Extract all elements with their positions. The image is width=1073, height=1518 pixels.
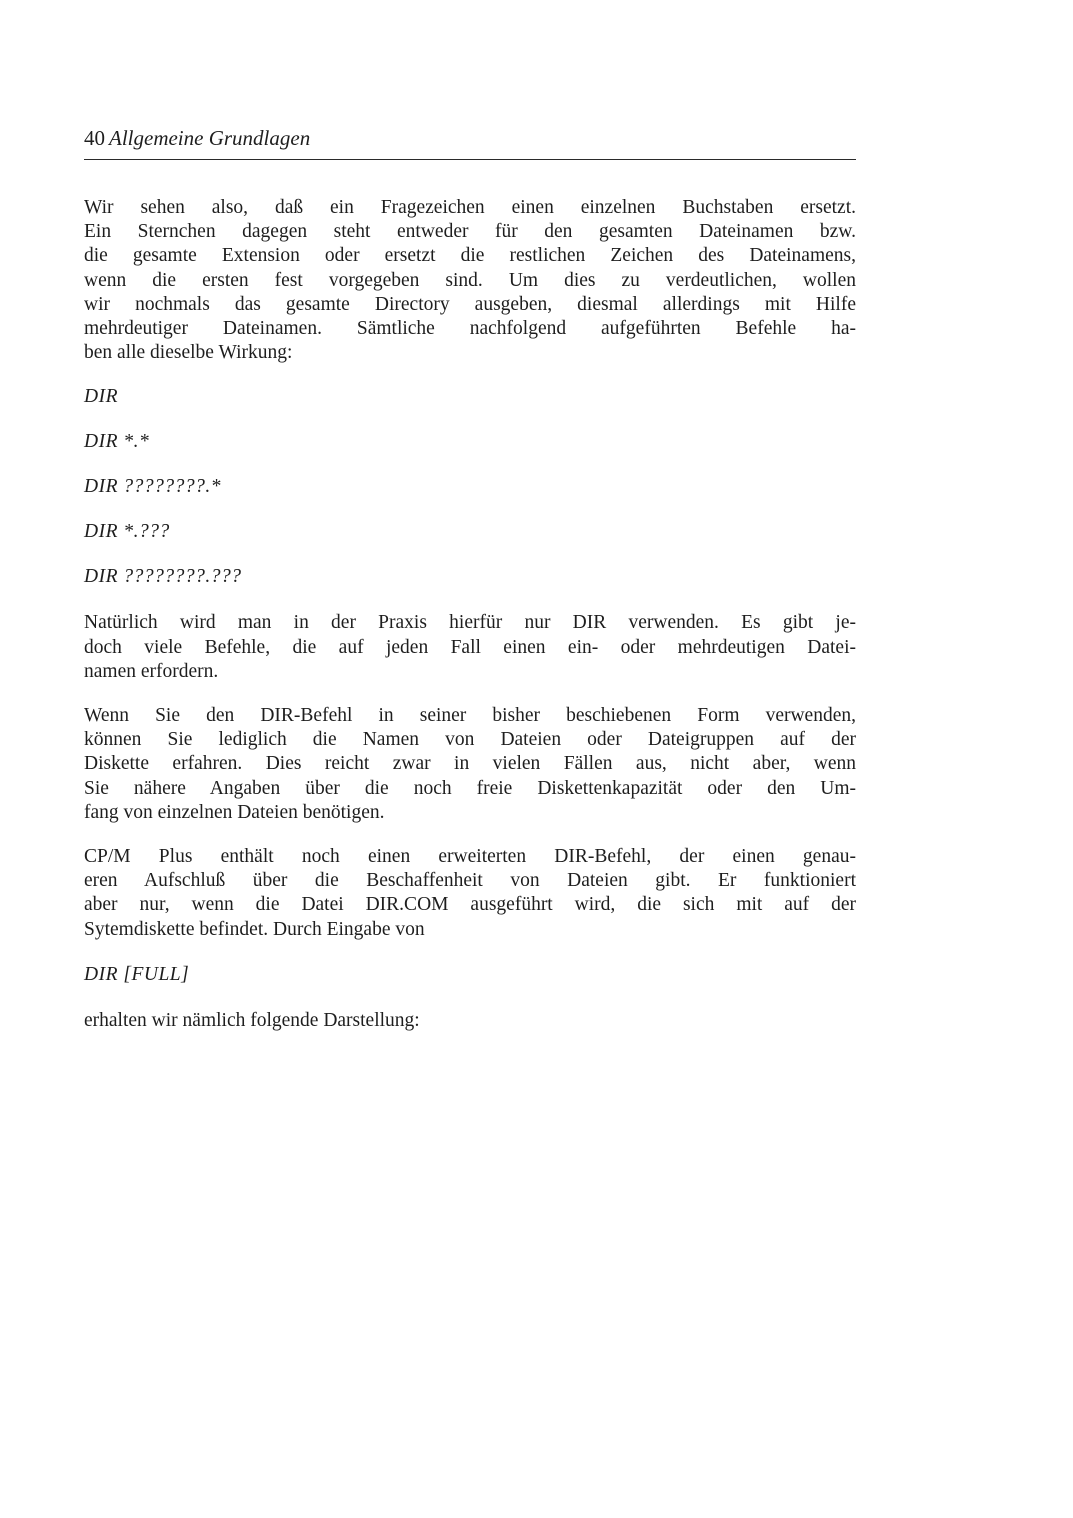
paragraph-cpm-plus — [84, 845, 856, 942]
text-line: namen erfordern. — [84, 660, 219, 682]
running-head — [84, 124, 856, 152]
command-example-full: DIR [FULL] — [84, 963, 190, 985]
command-example: DIR *.??? — [84, 521, 170, 543]
command-example: DIR *.* — [84, 431, 150, 453]
text-line: Sie nähere Angaben über die noch freie Diskettenkapazität oder den Um- — [84, 777, 856, 799]
page-number: 40 — [84, 126, 105, 150]
text-line: eren Aufschluß über die Beschaffenheit von Dateien gibt. Er funktioniert — [84, 870, 856, 892]
book-page — [84, 124, 856, 1033]
command-example: DIR — [84, 386, 118, 408]
paragraph-dir-limits — [84, 704, 856, 825]
command-example: DIR ????????.* — [84, 476, 221, 498]
text-line: Wenn Sie den DIR-Befehl in seiner bisher beschiebenen Form verwenden, — [84, 705, 856, 727]
header-rule — [84, 159, 856, 160]
text-line: Wir sehen also, daß ein Fragezeichen einen einzelnen Buchstaben ersetzt. — [84, 197, 856, 218]
text-line: Diskette erfahren. Dies reicht zwar in vielen Fällen aus, nicht aber, wenn — [84, 753, 856, 775]
text-line: CP/M Plus enthält noch einen erweiterten DIR-Befehl, der einen genau- — [84, 846, 856, 868]
text-line: wenn die ersten fest vorgegeben sind. Um dies zu verdeutlichen, wollen — [84, 269, 856, 291]
paragraph-result — [84, 1009, 856, 1033]
text-line: wir nochmals das gesamte Directory ausgeben, diesmal allerdings mit Hilfe — [84, 293, 856, 315]
text-line: Natürlich wird man in der Praxis hierfür nur DIR verwenden. Es gibt je- — [84, 612, 856, 634]
text-line: aber nur, wenn die Datei DIR.COM ausgeführt wird, die sich mit auf der — [84, 894, 856, 916]
text-line: Sytemdiskette befindet. Durch Eingabe von — [84, 918, 425, 940]
chapter-title: Allgemeine Grundlagen — [109, 126, 311, 150]
text-line: erhalten wir nämlich folgende Darstellung: — [84, 1009, 420, 1031]
text-line: doch viele Befehle, die auf jeden Fall einen ein- oder mehrdeutigen Datei- — [84, 636, 856, 658]
text-line: ben alle dieselbe Wirkung: — [84, 342, 293, 364]
text-line: können Sie lediglich die Namen von Dateien oder Dateigruppen auf der — [84, 729, 856, 751]
text-line: Ein Sternchen dagegen steht entweder für den gesamten Dateinamen bzw. — [84, 221, 856, 243]
command-example: DIR ????????.??? — [84, 566, 242, 588]
text-line: die gesamte Extension oder ersetzt die restlichen Zeichen des Dateinamens, — [84, 245, 856, 267]
paragraph-practice — [84, 611, 856, 684]
paragraph-wildcards — [84, 196, 856, 365]
text-line: fang von einzelnen Dateien benötigen. — [84, 801, 385, 823]
text-line: mehrdeutiger Dateinamen. Sämtliche nachfolgend aufgeführten Befehle ha- — [84, 318, 856, 340]
